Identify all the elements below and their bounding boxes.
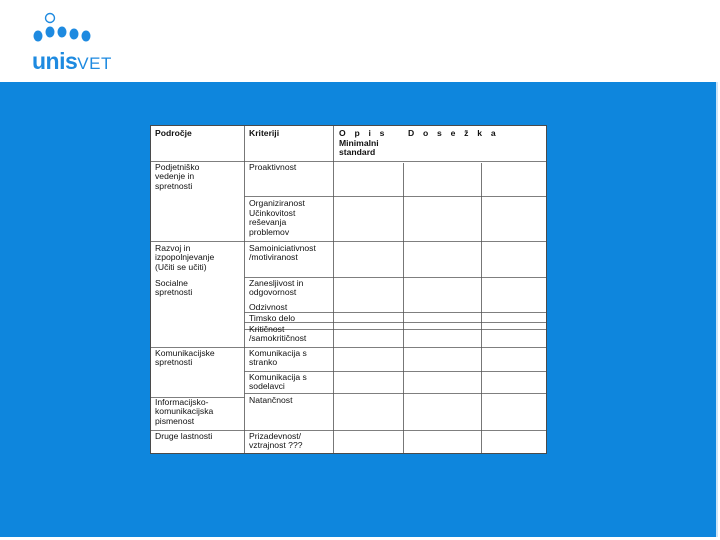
kriterij-kriticnost: Kritičnost /samokritičnost <box>249 324 307 344</box>
podrocje-socialne: Socialne spretnosti <box>155 278 193 298</box>
header-bar <box>0 0 720 82</box>
kriterij-komunikacija-sodelavci: Komunikacija s sodelavci <box>249 372 307 392</box>
kriterij-ucinkovitost: Učinkovitost reševanja problemov <box>249 208 296 237</box>
kriterij-odzivnost: Odzivnost <box>249 302 288 312</box>
kriterij-prizadevnost: Prizadevnost/ vztrajnost ??? <box>249 431 303 451</box>
unisvet-logo <box>30 12 130 78</box>
podrocje-razvoj: Razvoj in izpopolnjevanje (Učiti se učiti) <box>155 243 215 272</box>
logo-wordmark <box>32 48 112 75</box>
header-kriteriji: Kriteriji <box>249 128 280 138</box>
header-opis: O p i s <box>339 128 388 138</box>
kriterij-organiziranost: Organiziranost <box>249 198 305 208</box>
kriterij-komunikacija-stranka: Komunikacija s stranko <box>249 348 307 368</box>
header-dosezka: D o s e ž k a <box>408 128 499 138</box>
kriterij-samoiniciativnost: Samoiniciativnost /motiviranost <box>249 243 316 263</box>
podrocje-podjetnisko: Podjetniško vedenje in spretnosti <box>155 162 200 191</box>
logo-dots-icon <box>30 12 130 52</box>
kriterij-natancnost: Natančnost <box>249 395 293 405</box>
podrocje-ikt: Informacijsko- komunikacijska pismenost <box>155 397 214 426</box>
assessment-table <box>150 125 547 454</box>
logo-name-light: VET <box>77 54 112 73</box>
kriterij-zanesljivost: Zanesljivost in odgovornost <box>249 278 304 298</box>
podrocje-druge: Druge lastnosti <box>155 431 213 441</box>
logo-name-bold: unis <box>32 48 78 74</box>
header-podrocje: Področje <box>155 128 192 138</box>
kriterij-proaktivnost: Proaktivnost <box>249 162 297 172</box>
podrocje-komunikacijske: Komunikacijske spretnosti <box>155 348 215 368</box>
header-minimalni-standard: Minimalni standard <box>339 138 379 158</box>
kriterij-timsko-delo: Timsko delo <box>249 313 296 323</box>
